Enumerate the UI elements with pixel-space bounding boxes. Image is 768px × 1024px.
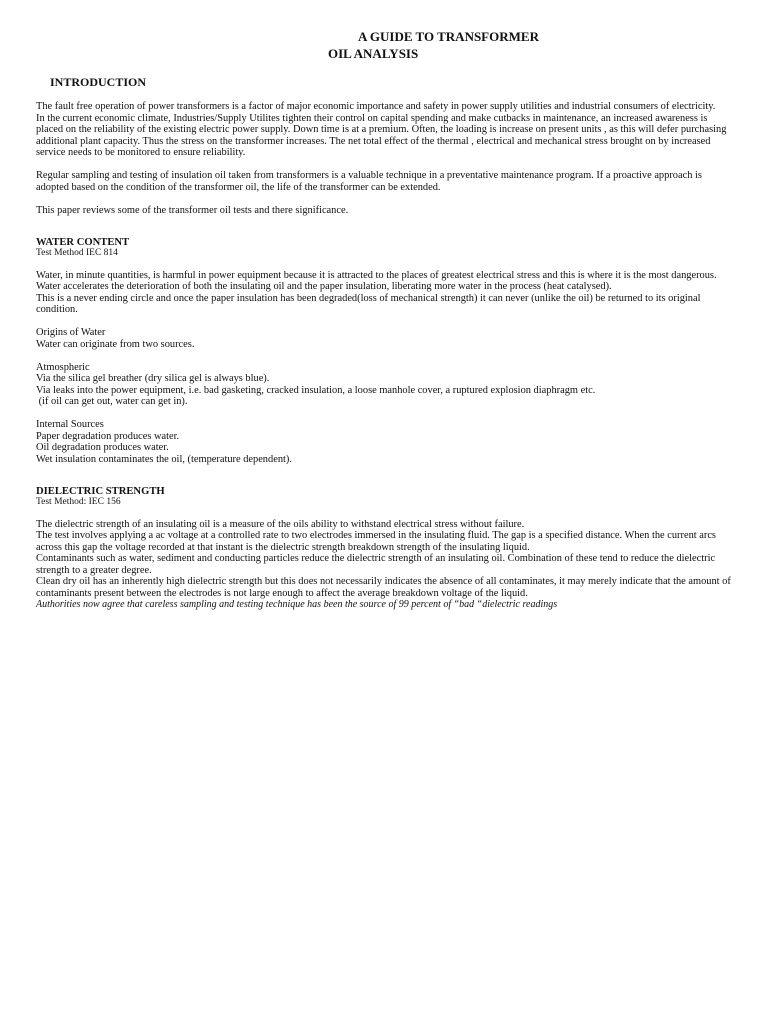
internal-sources-line-2: Oil degradation produces water. xyxy=(36,442,169,453)
atmospheric-line-1: Via the silica gel breather (dry silica gel is always blue). xyxy=(36,373,270,384)
intro-paragraph-2: Regular sampling and testing of insulation oil taken from transformers is a valuable technique in a preventative maintenance program. If a proactive approach is adopted based on the condition of the transformer oil, the life of the transformer can be extended. xyxy=(36,170,702,193)
document-title-line-2: OIL ANALYSIS xyxy=(328,46,419,61)
dielectric-paragraph-3: Contaminants such as water, sediment and conducting particles reduce the dielectric strength of an insulating oil. Combination of these tend to reduce the dielectric strength to a greater degree. xyxy=(36,553,716,576)
dielectric-strength-test-method: Test Method: IEC 156 xyxy=(36,497,121,507)
introduction-heading: INTRODUCTION xyxy=(50,75,147,89)
dielectric-paragraph-4: Clean dry oil has an inherently high dielectric strength but this does not necessarily indicates the absence of all contaminates, it may merely indicate that the amount of contaminants present between the electrodes is not large enough to affect the average breakdown voltage of the liquid. xyxy=(36,576,731,599)
origins-of-water-heading: Origins of Water xyxy=(36,327,106,338)
water-paragraph-1: Water, in minute quantities, is harmful in power equipment because it is attracted to the places of greatest electrical stress and this is where it is the most dangerous. Water accelerates the deterioration of both the insulating oil and the paper insulation, liberating more water in the process (heat catalysed). xyxy=(36,269,717,292)
document-title-line-1: A GUIDE TO TRANSFORMER xyxy=(358,29,539,44)
dielectric-paragraph-1: The dielectric strength of an insulating oil is a measure of the oils ability to withstand electrical stress without failure. xyxy=(36,518,525,530)
intro-paragraph-1b: In the current economic climate, Industries/Supply Utilites tighten their control on capital spending and make cutbacks in maintenance, an increased awareness is placed on the reliability of the existing electric power supply. Down time is at a premium. Often, the loading is increase on present units , as this will defer purchasing additional plant capacity. Thus the stress on the transformer increases. The net total effect of the thermal , electrical and mechanical stress brought on by increased service needs to be monitored to ensure reliability. xyxy=(36,112,727,158)
internal-sources-line-1: Paper degradation produces water. xyxy=(36,430,180,442)
water-paragraph-2: This is a never ending circle and once the paper insulation has been degraded(loss of mechanical strength) it can never (unlike the oil) be returned to its original condition. xyxy=(36,292,701,315)
dielectric-italic-note: Authorities now agree that careless sampling and testing technique has been the source of 99 percent of “bad “dielectric readings xyxy=(36,599,558,610)
atmospheric-heading: Atmospheric xyxy=(36,361,90,373)
origins-of-water-text: Water can originate from two sources. xyxy=(36,338,195,350)
internal-sources-line-3: Wet insulation contaminates the oil, (temperature dependent). xyxy=(36,453,292,465)
intro-paragraph-1a: The fault free operation of power transformers is a factor of major economic importance and safety in power supply utilities and industrial consumers of electricity. xyxy=(36,101,716,112)
water-content-heading: WATER CONTENT xyxy=(36,237,130,248)
atmospheric-line-3: (if oil can get out, water can get in). xyxy=(36,396,188,407)
document-body xyxy=(36,101,736,611)
atmospheric-line-2: Via leaks into the power equipment, i.e. bad gasketing, cracked insulation, a loose manhole cover, a ruptured explosion diaphragm etc. xyxy=(36,384,596,396)
dielectric-paragraph-2: The test involves applying a ac voltage at a controlled rate to two electrodes immersed in the insulating fluid. The gap is a specified distance. When the current arcs across this gap the voltage recorded at that instant is the dielectric strength breakdown strength of the insulating liquid. xyxy=(36,530,716,553)
dielectric-strength-heading: DIELECTRIC STRENGTH xyxy=(36,486,165,497)
intro-paragraph-3: This paper reviews some of the transformer oil tests and there significance. xyxy=(36,204,349,216)
water-content-test-method: Test Method IEC 814 xyxy=(36,248,118,258)
internal-sources-heading: Internal Sources xyxy=(36,419,104,430)
